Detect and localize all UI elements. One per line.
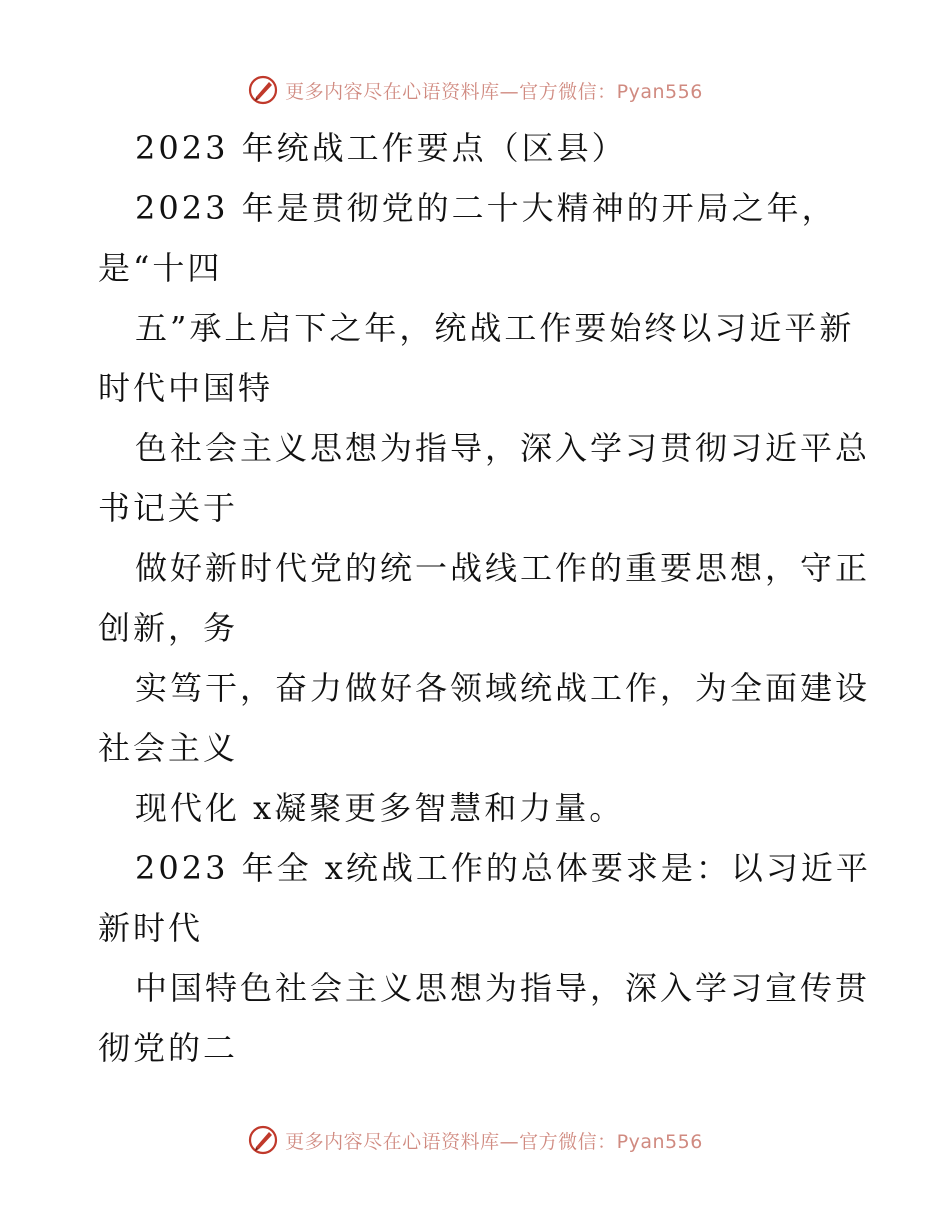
- paragraph-line: 时代中国特: [98, 369, 274, 407]
- paragraph-line: 做好新时代党的统一战线工作的重要思想，守正: [135, 549, 871, 587]
- paragraph-line: 色社会主义思想为指导，深入学习贯彻习近平总: [135, 429, 871, 467]
- paragraph-line: 社会主义: [98, 729, 239, 767]
- paragraph-line: 创新，务: [98, 609, 239, 647]
- paragraph-line: 五”承上启下之年，统战工作要始终以习近平新: [135, 309, 855, 347]
- paragraph-line: 中国特色社会主义思想为指导，深入学习宣传贯: [135, 969, 871, 1007]
- paragraph-line: 书记关于: [98, 489, 239, 527]
- pen-circle-logo-icon: [247, 74, 279, 106]
- document-body: [98, 118, 871, 1078]
- watermark-text: 更多内容尽在心语资料库—官方微信：Pyan556: [285, 1130, 703, 1153]
- header-watermark: [0, 70, 950, 110]
- pen-circle-logo-icon: [247, 1124, 279, 1156]
- paragraph-line: 2023 年是贯彻党的二十大精神的开局之年，: [135, 189, 837, 227]
- paragraph-line: 实笃干，奋力做好各领域统战工作，为全面建设: [135, 669, 871, 707]
- paragraph-line: 彻党的二: [98, 1029, 239, 1067]
- watermark-text: 更多内容尽在心语资料库—官方微信：Pyan556: [285, 80, 703, 103]
- footer-watermark: [0, 1120, 950, 1160]
- paragraph-line: 2023 年全 x统战工作的总体要求是：以习近平: [135, 849, 871, 887]
- document-title: 2023 年统战工作要点（区县）: [135, 129, 627, 167]
- paragraph-line: 是“十四: [98, 249, 223, 287]
- paragraph-line: 新时代: [98, 909, 204, 947]
- paragraph-line: 现代化 x凝聚更多智慧和力量。: [135, 789, 625, 827]
